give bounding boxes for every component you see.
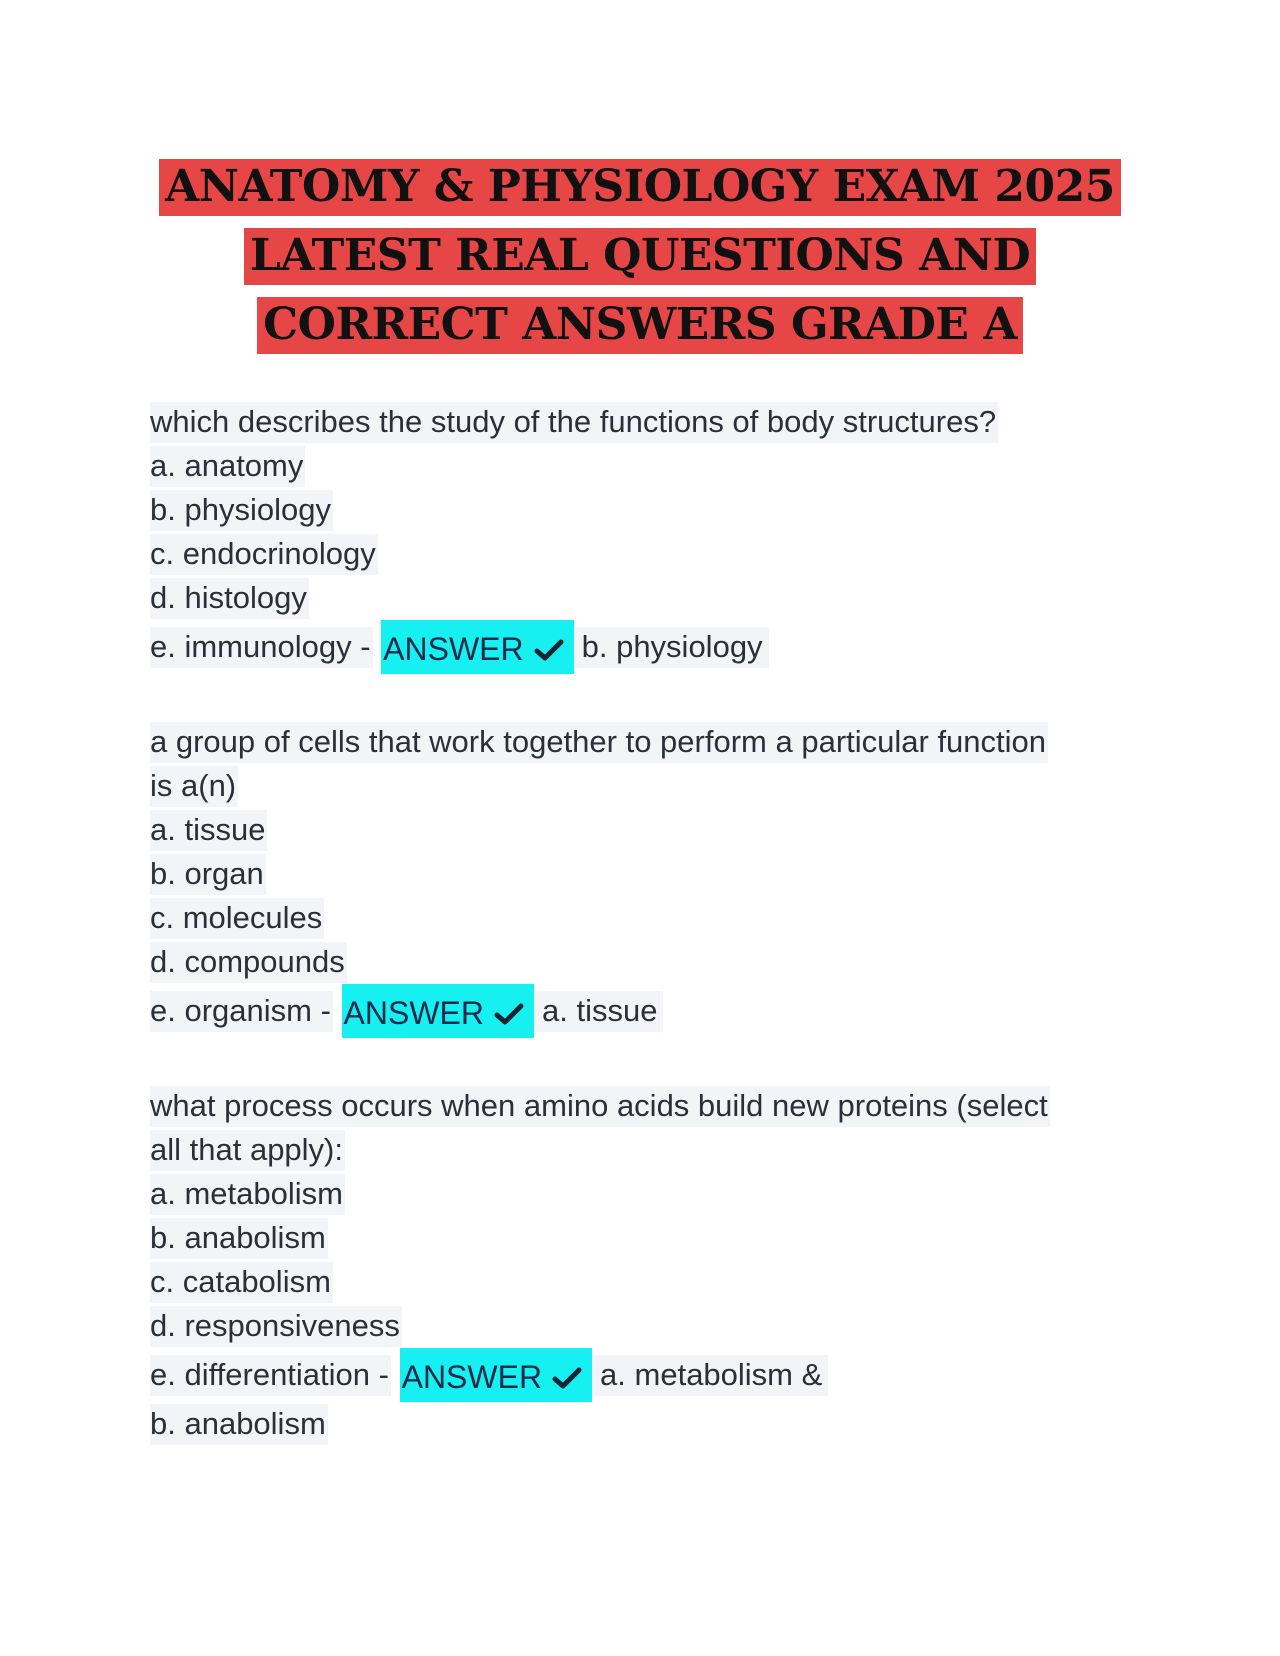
checkmark-icon xyxy=(534,638,564,662)
option-e-with-answer: e. immunology - ANSWER b. physiology xyxy=(150,620,1130,674)
option-c: c. catabolism xyxy=(150,1260,1130,1304)
answer-badge: ANSWER xyxy=(342,984,534,1038)
option-b: b. physiology xyxy=(150,488,1130,532)
checkmark-icon xyxy=(494,1002,524,1026)
option-b: b. organ xyxy=(150,852,1130,896)
question-item xyxy=(150,1084,1130,1446)
option-a: a. anatomy xyxy=(150,444,1130,488)
checkmark-icon xyxy=(552,1366,582,1390)
option-c: c. molecules xyxy=(150,896,1130,940)
answer-badge: ANSWER xyxy=(381,620,573,674)
option-c: c. endocrinology xyxy=(150,532,1130,576)
option-a: a. metabolism xyxy=(150,1172,1130,1216)
option-b: b. anabolism xyxy=(150,1216,1130,1260)
option-a: a. tissue xyxy=(150,808,1130,852)
answer-text: a. metabolism & xyxy=(592,1355,828,1396)
title-line-3: CORRECT ANSWERS GRADE A xyxy=(0,290,1280,359)
answer-text: b. physiology xyxy=(574,627,769,668)
option-e-with-answer: e. differentiation - ANSWER a. metabolism & xyxy=(150,1348,1130,1402)
question-list xyxy=(150,400,1130,1492)
answer-badge: ANSWER xyxy=(400,1348,592,1402)
question-text-continued: is a(n) xyxy=(150,764,1130,808)
question-item xyxy=(150,400,1130,674)
document-title xyxy=(0,152,1280,359)
question-text: a group of cells that work together to perform a particular function xyxy=(150,720,1130,764)
option-d: d. responsiveness xyxy=(150,1304,1130,1348)
answer-text-continued: b. anabolism xyxy=(150,1402,1130,1446)
title-line-2: LATEST REAL QUESTIONS AND xyxy=(0,221,1280,290)
question-text: which describes the study of the functions of body structures? xyxy=(150,400,1130,444)
option-e-with-answer: e. organism - ANSWER a. tissue xyxy=(150,984,1130,1038)
option-d: d. compounds xyxy=(150,940,1130,984)
title-line-1: ANATOMY & PHYSIOLOGY EXAM 2025 xyxy=(0,152,1280,221)
answer-text: a. tissue xyxy=(534,991,663,1032)
option-d: d. histology xyxy=(150,576,1130,620)
question-text: what process occurs when amino acids build new proteins (select xyxy=(150,1084,1130,1128)
question-text-continued: all that apply): xyxy=(150,1128,1130,1172)
question-item xyxy=(150,720,1130,1038)
